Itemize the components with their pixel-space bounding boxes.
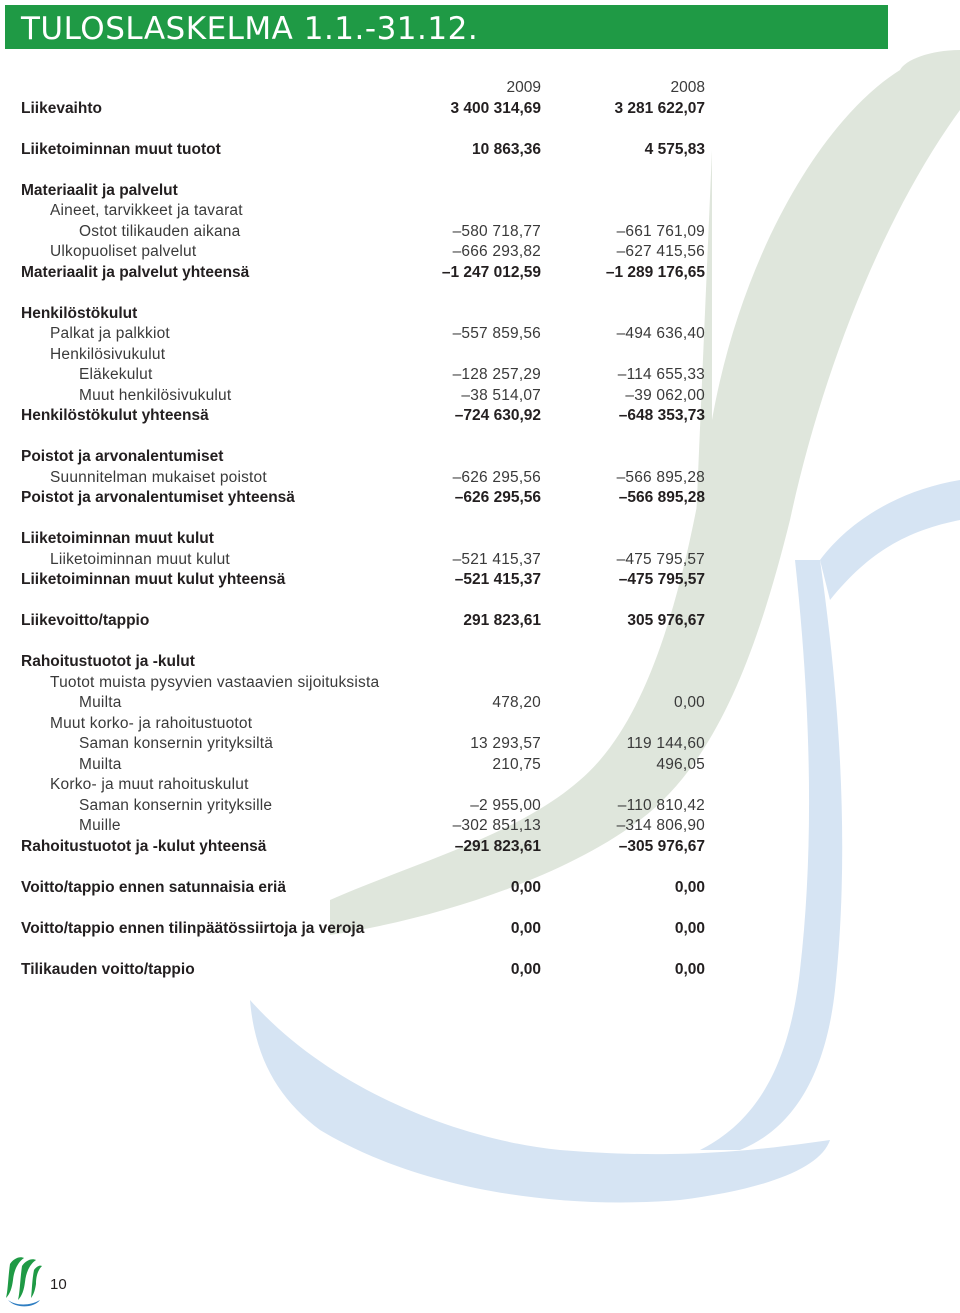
row-label: Saman konsernin yrityksiltä	[79, 735, 274, 752]
statement-row	[0, 550, 960, 571]
value-2009: –302 851,13	[452, 817, 541, 834]
value-2008: 0,00	[674, 878, 705, 896]
value-2008: –114 655,33	[617, 366, 705, 383]
value-2008: 496,05	[656, 755, 705, 773]
value-2009: 0,00	[510, 919, 541, 937]
row-label: Voitto/tappio ennen satunnaisia eriä	[21, 878, 286, 896]
row-label: Henkilösivukulut	[50, 345, 166, 363]
value-2009: 291 823,61	[463, 612, 541, 629]
value-2008: –39 062,00	[625, 386, 705, 404]
value-2008: 119 144,60	[626, 735, 705, 752]
value-2009: –557 859,56	[452, 325, 541, 342]
value-2009: –521 415,37	[454, 571, 541, 588]
value-2008: –661 761,09	[616, 222, 705, 240]
row-label: Ulkopuoliset palvelut	[50, 243, 197, 260]
value-2009: 0,00	[510, 878, 541, 896]
value-2008: –494 636,40	[616, 325, 705, 342]
row-label: Aineet, tarvikkeet ja tavarat	[50, 202, 243, 219]
row-label: Muilta	[79, 694, 122, 711]
total-row	[0, 611, 960, 632]
company-logo-icon	[4, 1256, 44, 1308]
page-title: TULOSLASKELMA 1.1.-31.12.	[21, 11, 479, 47]
section-heading	[0, 652, 960, 673]
total-row	[0, 919, 960, 940]
year-2009-header: 2009	[506, 79, 541, 96]
row-label: Materiaalit ja palvelut	[21, 181, 178, 199]
value-2009: –580 718,77	[452, 222, 541, 240]
income-statement	[0, 78, 960, 980]
total-row	[0, 570, 960, 591]
statement-row	[0, 324, 960, 345]
value-2008: –1 289 176,65	[605, 263, 705, 281]
value-2008: –314 806,90	[616, 817, 705, 834]
section-heading	[0, 529, 960, 550]
row-label: Palkat ja palkkiot	[50, 325, 170, 342]
value-2009: –521 415,37	[452, 550, 541, 568]
value-2008: –305 976,67	[618, 837, 705, 855]
row-label: Henkilöstökulut	[21, 304, 138, 322]
row-label: Suunnitelman mukaiset poistot	[50, 468, 267, 486]
row-label: Ostot tilikauden aikana	[79, 222, 241, 240]
section-heading	[0, 304, 960, 325]
row-label: Muille	[79, 817, 121, 834]
row-label: Rahoitustuotot ja -kulut yhteensä	[21, 837, 267, 855]
year-2008-header: 2008	[670, 79, 705, 96]
value-2009: –666 293,82	[452, 243, 541, 260]
value-2009: –2 955,00	[470, 796, 541, 814]
total-row	[0, 406, 960, 427]
value-2008: –110 810,42	[617, 796, 705, 814]
value-2008: 4 575,83	[644, 140, 705, 158]
value-2009: –38 514,07	[461, 386, 541, 404]
statement-row	[0, 386, 960, 407]
value-2009: 478,20	[492, 694, 541, 711]
value-2009: 13 293,57	[470, 735, 541, 752]
row-label: Voitto/tappio ennen tilinpäätössiirtoja ja veroja	[21, 919, 365, 937]
value-2009: –626 295,56	[452, 468, 541, 486]
value-2009: –724 630,92	[454, 407, 541, 424]
total-row	[0, 878, 960, 899]
row-label: Liikevaihto	[21, 99, 102, 117]
row-label: Muilta	[79, 755, 122, 773]
total-row	[0, 960, 960, 981]
subsection-heading	[0, 714, 960, 735]
row-label: Tilikauden voitto/tappio	[21, 960, 195, 978]
row-label: Henkilöstökulut yhteensä	[21, 407, 209, 424]
statement-row	[0, 99, 960, 120]
subsection-heading	[0, 673, 960, 694]
value-2008: 3 281 622,07	[614, 99, 705, 117]
section-heading	[0, 181, 960, 202]
total-row	[0, 263, 960, 284]
value-2009: 210,75	[492, 755, 541, 773]
value-2009: –128 257,29	[452, 366, 541, 383]
row-label: Eläkekulut	[79, 366, 153, 383]
row-label: Materiaalit ja palvelut yhteensä	[21, 263, 250, 281]
statement-row	[0, 468, 960, 489]
statement-row	[0, 796, 960, 817]
statement-row	[0, 365, 960, 386]
row-label: Poistot ja arvonalentumiset yhteensä	[21, 489, 295, 506]
row-label: Saman konsernin yrityksille	[79, 796, 273, 814]
value-2009: 3 400 314,69	[450, 99, 541, 117]
value-2008: 305 976,67	[627, 612, 705, 629]
row-label: Muut korko- ja rahoitustuotot	[50, 714, 253, 732]
row-label: Muut henkilösivukulut	[79, 386, 232, 404]
row-label: Liiketoiminnan muut kulut yhteensä	[21, 571, 286, 588]
statement-row	[0, 816, 960, 837]
row-label: Liiketoiminnan muut kulut	[50, 550, 230, 568]
subsection-heading	[0, 345, 960, 366]
value-2009: –291 823,61	[454, 837, 541, 855]
value-2008: –627 415,56	[616, 243, 705, 260]
value-2008: –566 895,28	[618, 489, 705, 506]
subsection-heading	[0, 775, 960, 796]
year-header-row	[0, 78, 960, 99]
row-label: Korko- ja muut rahoituskulut	[50, 776, 249, 793]
value-2008: –648 353,73	[618, 407, 705, 424]
section-heading	[0, 447, 960, 468]
statement-row	[0, 734, 960, 755]
value-2009: 10 863,36	[472, 140, 541, 158]
value-2009: –626 295,56	[454, 489, 541, 506]
page-number: 10	[50, 1276, 67, 1293]
statement-row	[0, 755, 960, 776]
value-2008: –475 795,57	[618, 571, 705, 588]
row-label: Liikevoitto/tappio	[21, 612, 150, 629]
total-row	[0, 837, 960, 858]
statement-row	[0, 693, 960, 714]
row-label: Rahoitustuotot ja -kulut	[21, 653, 195, 670]
statement-row	[0, 222, 960, 243]
value-2008: 0,00	[674, 919, 705, 937]
row-label: Poistot ja arvonalentumiset	[21, 448, 224, 465]
value-2009: –1 247 012,59	[441, 263, 541, 281]
subsection-heading	[0, 201, 960, 222]
statement-row	[0, 242, 960, 263]
statement-row	[0, 140, 960, 161]
value-2008: –566 895,28	[616, 468, 705, 486]
row-label: Liiketoiminnan muut tuotot	[21, 140, 221, 158]
total-row	[0, 488, 960, 509]
row-label: Liiketoiminnan muut kulut	[21, 530, 214, 547]
row-label: Tuotot muista pysyvien vastaavien sijoituksista	[50, 673, 380, 691]
value-2008: –475 795,57	[616, 550, 705, 568]
value-2008: 0,00	[674, 694, 705, 711]
value-2009: 0,00	[510, 960, 541, 978]
value-2008: 0,00	[674, 960, 705, 978]
